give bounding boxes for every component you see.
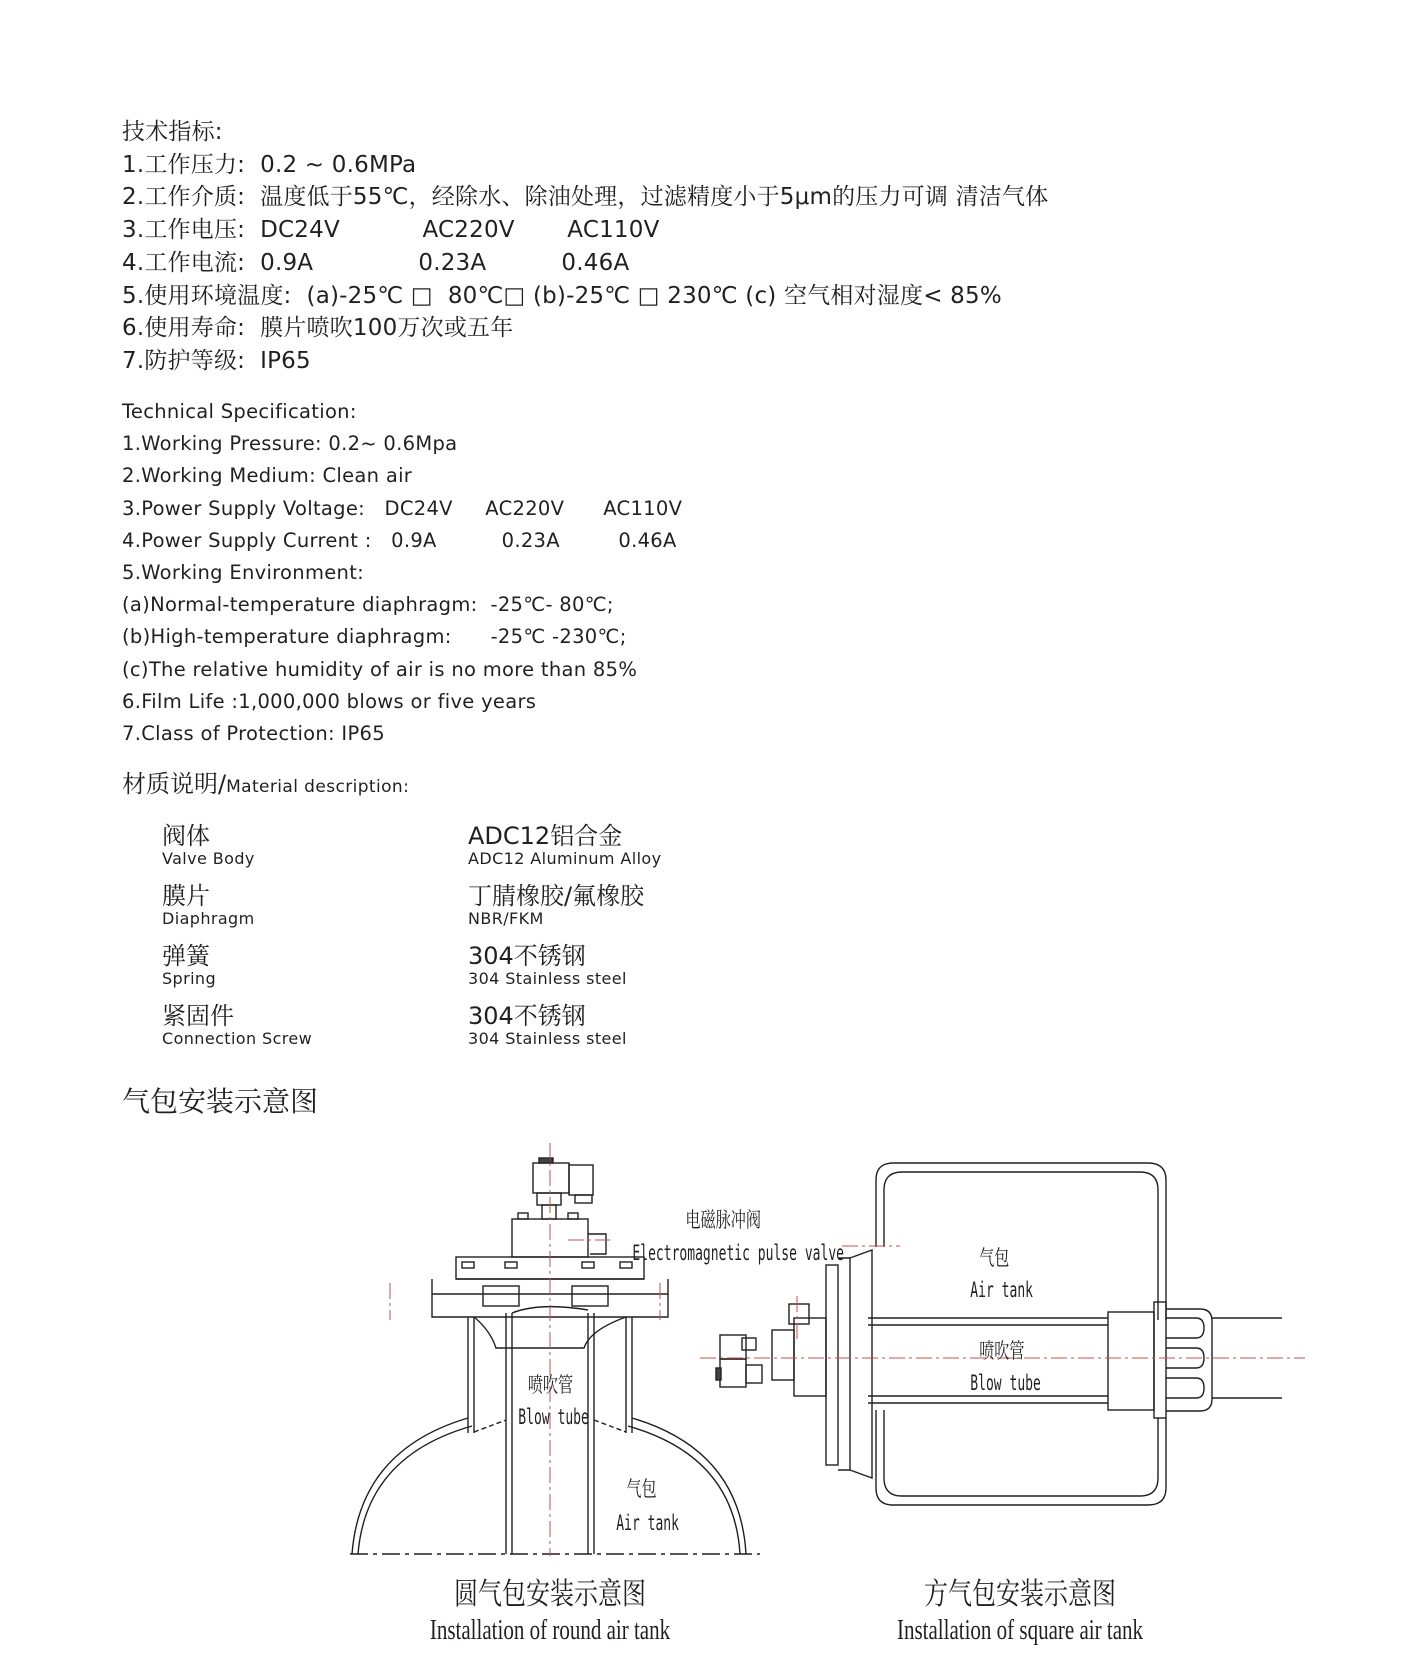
material-cn: 丁腈橡胶/氟橡胶 [468,882,645,910]
specs-cn [122,116,1048,378]
spec-en-line: 4.Power Supply Current : 0.9A 0.23A 0.46A [122,528,677,552]
part-cn: 膜片 [162,882,210,910]
specs-en [122,396,682,750]
material-en: 304 Stainless steel [468,969,627,988]
part-cn: 紧固件 [162,1002,234,1030]
specs-cn-title: 技术指标: [122,119,223,145]
valve-label-cn: 电磁脉冲阀 [685,1208,761,1233]
spec-en-line: 5.Working Environment: [122,561,365,585]
spec-en-line: 2.Working Medium: Clean air [122,464,413,488]
spec-cn-line: 4.工作电流: 0.9A 0.23A 0.46A [122,249,630,276]
square-tube-label-en: Blow tube [970,1371,1041,1397]
round-tube-label-en: Blow tube [518,1405,589,1431]
spec-en-line: 1.Working Pressure: 0.2~ 0.6Mpa [122,432,458,456]
material-cn: 304不锈钢 [468,1002,586,1030]
spec-en-line: 7.Class of Protection: IP65 [122,722,385,746]
specs-en-title: Technical Specification: [122,400,357,423]
square-tank-label-cn: 气包 [979,1246,1010,1271]
square-tank-label-en: Air tank [970,1278,1034,1304]
material-en: NBR/FKM [468,909,544,928]
spec-cn-line: 2.工作介质: 温度低于55℃，经除水、除油处理，过滤精度小于5μm的压力可调 清洁气体 [122,184,1049,211]
spec-en-line: 3.Power Supply Voltage: DC24V AC220V AC110V [122,496,683,520]
part-en: Valve Body [162,849,255,868]
installation-drawing [0,1130,1415,1590]
material-cn: ADC12铝合金 [468,822,623,850]
spec-cn-line: 3.工作电压: DC24V AC220V AC110V [122,217,660,244]
materials-title: 材质说明/Material description: [122,770,410,798]
square-tank-drawing [716,1163,1282,1505]
spec-cn-line: 1.工作压力: 0.2 ~ 0.6MPa [122,151,417,178]
round-tank-label-en: Air tank [616,1511,679,1537]
installation-title: 气包安装示意图 [122,1085,319,1118]
part-en: Spring [162,969,217,988]
spec-en-line: (a)Normal-temperature diaphragm: -25℃- 80℃; [122,593,614,617]
part-en: Connection Screw [162,1029,313,1048]
round-tube-label-cn: 喷吹管 [527,1373,574,1398]
spec-cn-line: 5.使用环境温度: (a)-25℃ □ 80℃□ (b)-25℃ □ 230℃ (c) 空气相对湿度< 85% [122,282,1002,309]
round-tank-label-cn: 气包 [626,1477,657,1502]
part-en: Diaphragm [162,909,255,928]
part-cn: 阀体 [162,822,210,850]
round-tank-caption: 圆气包安装示意图 Installation of round air tank [429,1578,671,1646]
valve-label-en: Electromagnetic pulse valve [632,1241,845,1267]
part-cn: 弹簧 [162,942,210,970]
spec-cn-line: 7.防护等级: IP65 [122,347,311,374]
material-en: 304 Stainless steel [468,1029,627,1048]
square-tank-caption: 方气包安装示意图 Installation of square air tank [896,1578,1144,1646]
spec-en-line: 6.Film Life :1,000,000 blows or five years [122,689,537,713]
material-cn: 304不锈钢 [468,942,586,970]
material-en: ADC12 Aluminum Alloy [468,849,662,868]
spec-cn-line: 6.使用寿命: 膜片喷吹100万次或五年 [122,315,514,342]
spec-en-line: (b)High-temperature diaphragm: -25℃ -230℃; [122,625,627,649]
square-tube-label-cn: 喷吹管 [979,1339,1025,1364]
spec-en-line: (c)The relative humidity of air is no more than 85% [122,657,638,681]
